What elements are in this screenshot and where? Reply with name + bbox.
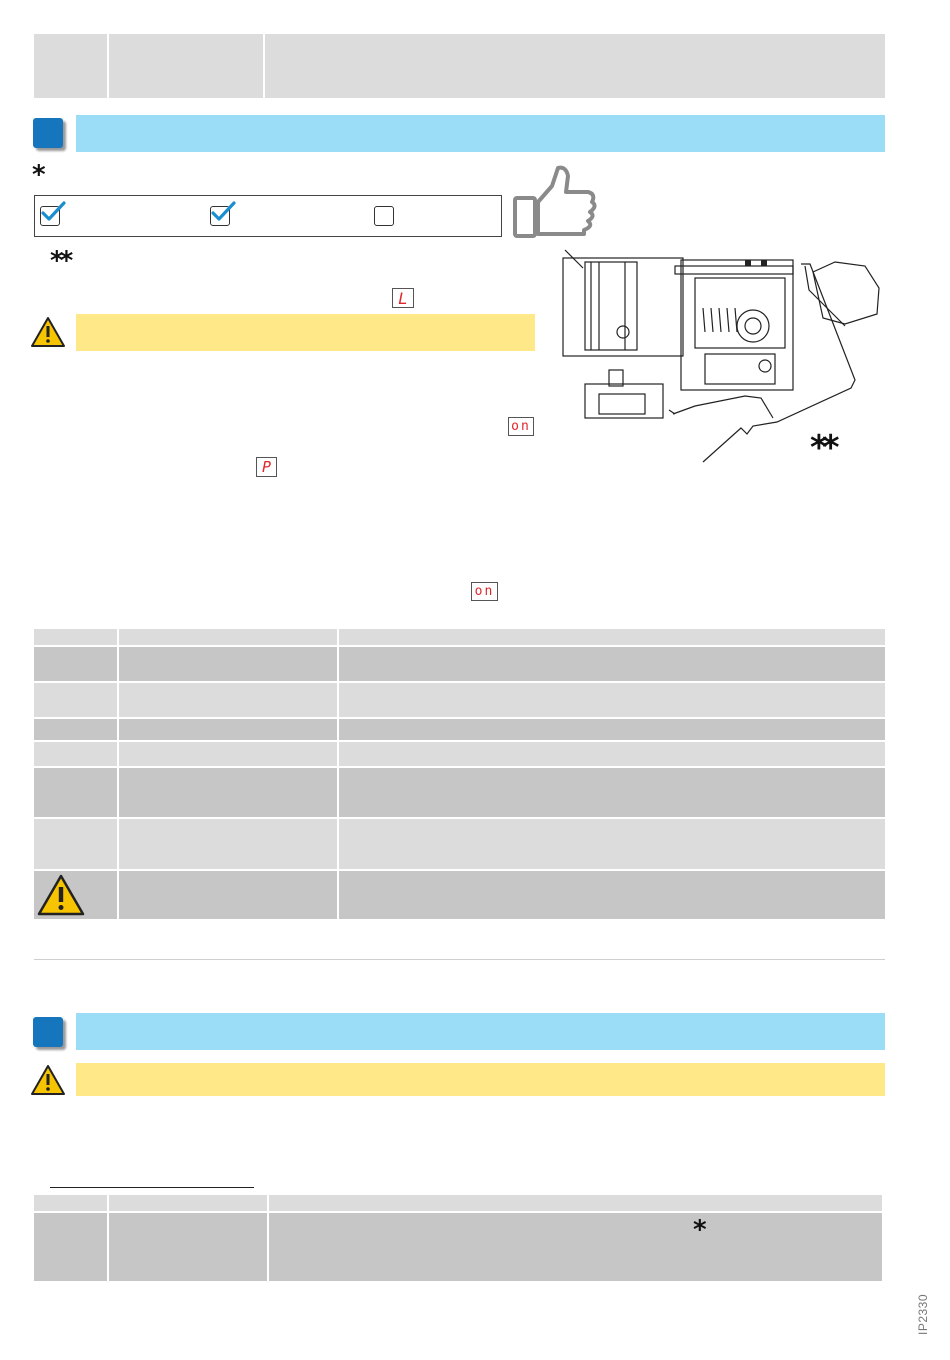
- table-cell: [339, 819, 885, 869]
- table-cell: [269, 1213, 882, 1281]
- header-cell-3: [265, 34, 885, 98]
- warning-icon: [30, 1064, 66, 1096]
- checkmark-icon: [40, 201, 66, 223]
- table-row: [34, 768, 885, 817]
- double-star-marker: **: [50, 246, 70, 276]
- header-cell-2: [109, 34, 263, 98]
- display-indicator-L: L: [392, 288, 414, 308]
- table-cell: [119, 768, 337, 817]
- table-cell: [339, 871, 885, 919]
- table-cell: [339, 768, 885, 817]
- table-cell: [34, 1213, 107, 1281]
- table-cell: [109, 1195, 267, 1211]
- table-row: [34, 719, 885, 740]
- table-cell: [119, 647, 337, 681]
- table-cell: [119, 719, 337, 740]
- table-cell: [34, 647, 117, 681]
- table-cell: [119, 819, 337, 869]
- table-row: [34, 742, 885, 766]
- table-cell: [119, 871, 337, 919]
- table-cell: [34, 629, 117, 645]
- table-row: [34, 1213, 882, 1281]
- table-cell: [339, 742, 885, 766]
- table-warning-row: [34, 871, 885, 919]
- table-cell: [109, 1213, 267, 1281]
- display-indicator-on: on: [508, 417, 534, 436]
- checkbox-panel: [34, 195, 502, 237]
- checkmark-icon: [210, 201, 236, 223]
- warning-icon: [30, 316, 66, 348]
- table-cell: [34, 768, 117, 817]
- table-cell: [34, 742, 117, 766]
- display-indicator-P: P: [256, 457, 277, 477]
- table1-header-row: [34, 629, 885, 645]
- table-cell: [34, 719, 117, 740]
- header-cell-1: [34, 34, 107, 98]
- section-marker: [33, 1017, 63, 1047]
- checkbox-3[interactable]: [374, 206, 394, 226]
- table2-header-row: [34, 1195, 882, 1211]
- figure-double-star: **: [810, 428, 834, 468]
- table-row: [34, 647, 885, 681]
- display-indicator-on: on: [471, 582, 498, 601]
- table-cell: [339, 647, 885, 681]
- table-cell: [34, 819, 117, 869]
- section-heading-bar: [76, 1013, 885, 1050]
- table-cell: [34, 683, 117, 717]
- section-heading-bar: [76, 115, 885, 152]
- document-code: IP2330: [916, 1293, 930, 1335]
- warning-bar: [76, 1063, 885, 1096]
- star-marker: *: [32, 160, 46, 190]
- divider: [34, 959, 885, 960]
- warning-icon: [36, 873, 86, 917]
- table-cell: [269, 1195, 882, 1211]
- thumbs-up-icon: [510, 164, 600, 240]
- device-diagram: [555, 248, 885, 473]
- table-cell: [119, 683, 337, 717]
- table-cell: [119, 629, 337, 645]
- table-cell: [339, 629, 885, 645]
- table-cell: [339, 683, 885, 717]
- table-row: [34, 683, 885, 717]
- section-marker: [33, 118, 63, 148]
- warning-bar: [76, 314, 535, 351]
- table-cell: [34, 871, 117, 919]
- star-marker: *: [693, 1215, 707, 1245]
- checkbox-2[interactable]: [210, 206, 230, 226]
- underline-rule: [50, 1187, 254, 1188]
- table-row: [34, 819, 885, 869]
- table-cell: [119, 742, 337, 766]
- table-cell: [34, 1195, 107, 1211]
- table-cell: [339, 719, 885, 740]
- checkbox-1[interactable]: [40, 206, 60, 226]
